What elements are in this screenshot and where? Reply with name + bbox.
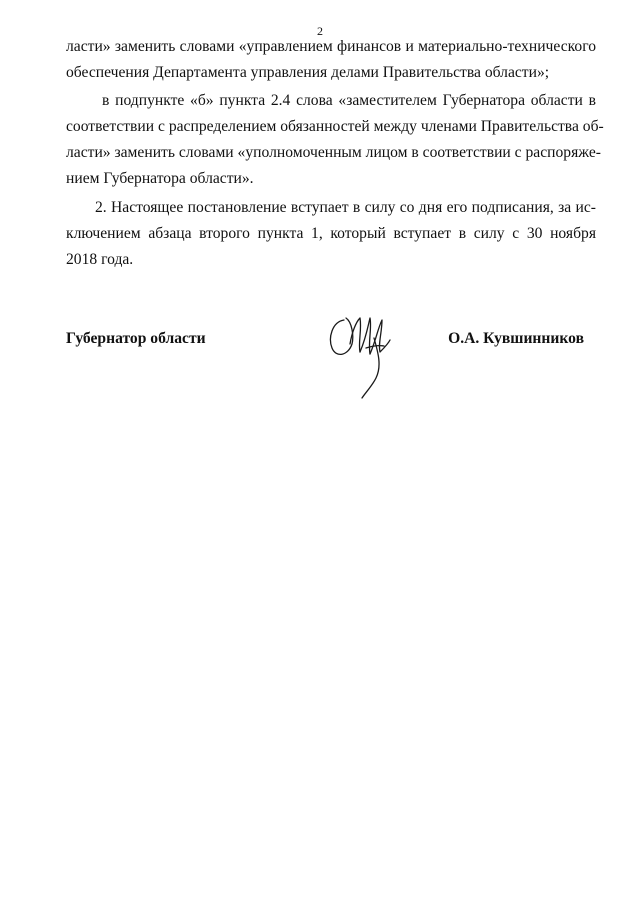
- signatory-name: О.А. Кувшинников: [448, 330, 584, 347]
- paragraph-2-line-4: нием Губернатора области».: [66, 170, 254, 187]
- paragraph-3-line-2: ключением абзаца второго пункта 1, который вступает в силу с 30 ноября: [66, 225, 596, 242]
- page-number: 2: [317, 24, 323, 38]
- paragraph-3-line-3: 2018 года.: [66, 251, 134, 268]
- paragraph-1-line-2: обеспечения Департамента управления делами Правительства области»;: [66, 64, 550, 81]
- paragraph-2-line-2: соответствии с распределением обязанностей между членами Правительства об-: [66, 118, 604, 135]
- paragraph-1-line-1: ласти» заменить словами «управлением финансов и материально-технического: [66, 38, 596, 55]
- handwritten-signature: [326, 308, 396, 400]
- paragraph-3-line-1: 2. Настоящее постановление вступает в силу со дня его подписания, за ис-: [95, 199, 596, 216]
- signatory-title: Губернатор области: [66, 330, 206, 347]
- paragraph-2-line-3: ласти» заменить словами «уполномоченным лицом в соответствии с распоряже-: [66, 144, 601, 161]
- paragraph-2-line-1: в подпункте «б» пункта 2.4 слова «заместителем Губернатора области в: [102, 92, 596, 109]
